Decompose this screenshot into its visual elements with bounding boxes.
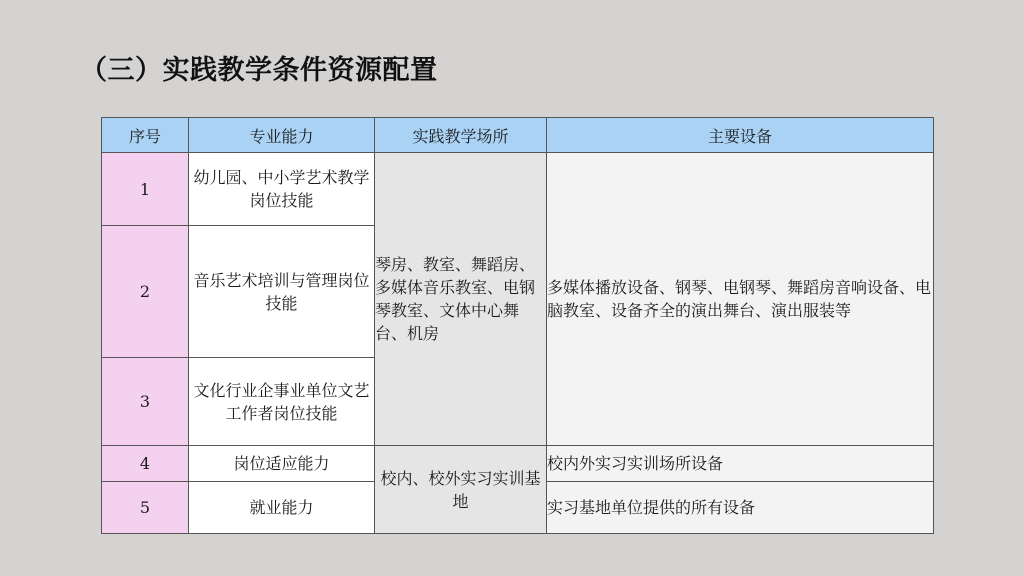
header-ability: 专业能力 — [189, 118, 375, 153]
row-index: 1 — [102, 153, 189, 226]
header-index: 序号 — [102, 118, 189, 153]
table-row — [102, 153, 934, 226]
ability-cell: 就业能力 — [189, 482, 375, 534]
ability-cell: 音乐艺术培训与管理岗位技能 — [189, 226, 375, 358]
ability-cell: 幼儿园、中小学艺术教学岗位技能 — [189, 153, 375, 226]
page-title: （三）实践教学条件资源配置 — [80, 55, 438, 86]
row-index: 4 — [102, 446, 189, 482]
row-index: 2 — [102, 226, 189, 358]
row-index: 5 — [102, 482, 189, 534]
resource-table — [101, 117, 934, 534]
ability-cell: 文化行业企事业单位文艺工作者岗位技能 — [189, 358, 375, 446]
header-equipment: 主要设备 — [547, 118, 934, 153]
ability-cell: 岗位适应能力 — [189, 446, 375, 482]
venue-cell: 校内、校外实习实训基地 — [375, 446, 547, 534]
equipment-cell: 多媒体播放设备、钢琴、电钢琴、舞蹈房音响设备、电脑教室、设备齐全的演出舞台、演出服装等 — [547, 153, 934, 446]
venue-cell: 琴房、教室、舞蹈房、多媒体音乐教室、电钢琴教室、文体中心舞台、机房 — [375, 153, 547, 446]
equipment-cell: 实习基地单位提供的所有设备 — [547, 482, 934, 534]
row-index: 3 — [102, 358, 189, 446]
header-venue: 实践教学场所 — [375, 118, 547, 153]
equipment-cell: 校内外实习实训场所设备 — [547, 446, 934, 482]
table-header-row — [102, 118, 934, 153]
table-row — [102, 446, 934, 482]
